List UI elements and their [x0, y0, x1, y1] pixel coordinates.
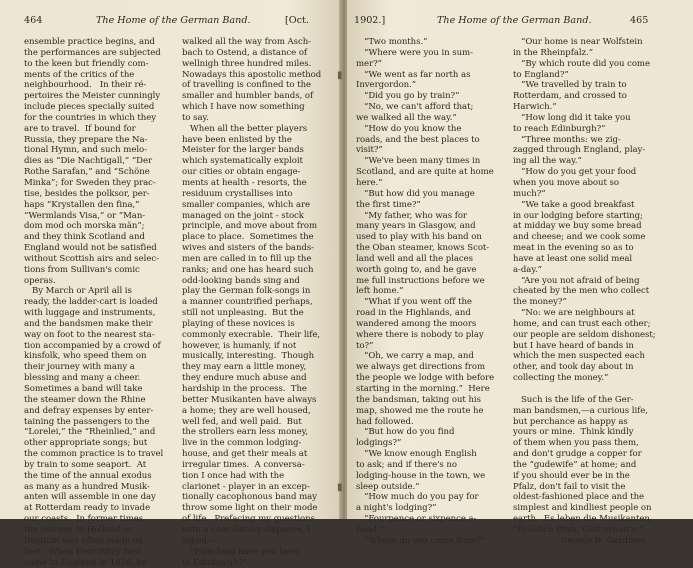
text-line: map, showed me the route he [356, 406, 508, 417]
text-line: to ask; and if there's no [356, 460, 508, 471]
text-line: men are called in to fill up the [182, 254, 338, 265]
text-line: at midday we buy some bread [513, 221, 683, 232]
text-line: and cheese; and we cook some [513, 232, 683, 243]
text-line: where there is nobody to play [356, 330, 508, 341]
text-line: dies as “Die Nachtigall,” “Der [24, 156, 176, 167]
text-line: “Oh, we carry a map, and [356, 351, 508, 362]
text-line: well fed, and well paid. But [182, 417, 338, 428]
text-line: the common practice is to travel [24, 449, 176, 460]
text-line: without Scottish airs and selec- [24, 254, 176, 265]
binding-thread-mark: ▮ [337, 70, 343, 81]
text-line: include pieces specially suited [24, 102, 176, 113]
text-line: Scotland, and are quite at home [356, 167, 508, 178]
text-line: head.” [356, 525, 508, 536]
text-line: and they think Scotland and [24, 232, 176, 243]
text-line: our cities or obtain engage- [182, 167, 338, 178]
text-line: earth. Es leben die Musikanten. [513, 514, 683, 525]
text-line: collecting the money.” [513, 373, 683, 384]
text-line: had followed. [356, 417, 508, 428]
text-line: commonly execrable. Their life, [182, 330, 338, 341]
text-line: tionally cacophonous band may [182, 492, 338, 503]
text-line: here.” [356, 178, 508, 189]
text-line: the strollers earn less money, [182, 427, 338, 438]
text-line: “Lorelei,” the “Rheinlied,” and [24, 427, 176, 438]
left-column-2 [182, 37, 338, 507]
left-page-header [0, 14, 341, 28]
text-line: “Wermlands Visa,” or “Man- [24, 211, 176, 222]
text-line: By March or April all is [24, 286, 176, 297]
binding-thread-mark: ▮ [337, 482, 343, 493]
text-line: “No: we are neighbours at [513, 308, 683, 319]
text-line: Belgium was often made on [24, 536, 176, 547]
text-line: when you move about so [513, 178, 683, 189]
text-line: they endure much abuse and [182, 373, 338, 384]
text-line: “We travelled by train to [513, 80, 683, 91]
text-line: starting in the morning.” Here [356, 384, 508, 395]
text-line: foot. When Herr Ritzy first [24, 547, 176, 558]
text-line: in our lodging before starting; [513, 211, 683, 222]
text-line: but perchance as happy as [513, 417, 683, 428]
text-line: dom mod och morska män”; [24, 221, 176, 232]
text-line: home, and can trust each other; [513, 319, 683, 330]
text-line: play the German folk-songs in [182, 286, 338, 297]
text-line: oldest-fashioned place and the [513, 492, 683, 503]
text-line: tise, besides the polksor, per- [24, 189, 176, 200]
text-line: in the Rheinpfalz.” [513, 48, 683, 59]
text-line: land well and all the places [356, 254, 508, 265]
text-line: came to England in 1856, he [24, 558, 176, 568]
text-line: our people are seldom dishonest; [513, 330, 683, 341]
text-line: and the bandsmen make their [24, 319, 176, 330]
right-column-2 [513, 37, 683, 507]
text-line: hardship in the process. The [182, 384, 338, 395]
text-line: “We take a good breakfast [513, 200, 683, 211]
text-line: but I have heard of bands in [513, 341, 683, 352]
text-line: live in the common lodging- [182, 438, 338, 449]
text-line: the Oban steamer, knows Scot- [356, 243, 508, 254]
text-line: much?” [513, 189, 683, 200]
text-line: if you should ever be in the [513, 471, 683, 482]
text-line: Minka”; for Sweden they prac- [24, 178, 176, 189]
text-line: to?” [356, 341, 508, 352]
text-line: roads, and the best places to [356, 135, 508, 146]
text-line: “Two months.” [356, 37, 508, 48]
text-line: yours or mine. Think kindly [513, 427, 683, 438]
text-line: principle, and move about from [182, 221, 338, 232]
page-number: 464 [24, 14, 42, 28]
text-line: kinsfolk, who speed them on [24, 351, 176, 362]
text-line: musically, interesting. Though [182, 351, 338, 362]
text-line: “Fröhlich Pfalz, Gott erhalt's.” [513, 525, 683, 536]
text-line: to say. [182, 113, 338, 124]
text-line: sleep outside.” [356, 482, 508, 493]
text-line: a manner countrified perhaps, [182, 297, 338, 308]
text-line: man bandsmen,—a curious life, [513, 406, 683, 417]
text-line: “What if you went off the [356, 297, 508, 308]
text-line: ments of the critics of the [24, 70, 176, 81]
text-line: at Rotterdam ready to invade [24, 503, 176, 514]
text-line: our coasts. In former times [24, 514, 176, 525]
text-line: clarionet - player in an excep- [182, 482, 338, 493]
text-line: “Three months: we zig- [513, 135, 683, 146]
text-line: me full instructions before we [356, 276, 508, 287]
text-line: pertoires the Meister cunningly [24, 91, 176, 102]
text-line: asked— [182, 536, 338, 547]
text-line: tion accompanied by a crowd of [24, 341, 176, 352]
text-line: visit?” [356, 145, 508, 156]
text-line: other appropriate songs; but [24, 438, 176, 449]
text-line: the performances are subjected [24, 48, 176, 59]
text-line: taining the passengers to the [24, 417, 176, 428]
text-line: they may earn a little money, [182, 362, 338, 373]
right-column-1 [356, 37, 508, 507]
text-line: left home.” [356, 286, 508, 297]
text-line: Sometimes a band will take [24, 384, 176, 395]
text-line: “How do you get your food [513, 167, 683, 178]
text-line: “How long have you been [182, 547, 338, 558]
text-line: Rotterdam, and crossed to [513, 91, 683, 102]
text-line: ranks; and one has heard such [182, 265, 338, 276]
running-title: The Home of the German Band. [96, 14, 251, 28]
text-line: “We went as far north as [356, 70, 508, 81]
text-line: Harwich.” [513, 102, 683, 113]
text-line: Such is the life of the Ger- [513, 395, 683, 406]
right-page-header [347, 14, 693, 28]
text-line: managed on the joint - stock [182, 211, 338, 222]
right-page [347, 0, 693, 519]
text-line: place to place. Sometimes the [182, 232, 338, 243]
running-year: 1902.] [354, 14, 385, 28]
text-line: in Edinburgh?” [182, 558, 338, 568]
text-line: zagged through England, play- [513, 145, 683, 156]
text-line: which systematically exploit [182, 156, 338, 167]
text-line: Invergordon.” [356, 80, 508, 91]
text-line: mer?” [356, 59, 508, 70]
text-line: house, and get their meals at [182, 449, 338, 460]
text-line: worth going to, and he gave [356, 265, 508, 276]
text-line: smaller and humbler bands, of [182, 91, 338, 102]
text-line: throw some light on their mode [182, 503, 338, 514]
text-line: with a conciliatory sixpence, I [182, 525, 338, 536]
text-line: ensemble practice begins, and [24, 37, 176, 48]
text-line: and defray expenses by enter- [24, 406, 176, 417]
text-line: for the countries in which they [24, 113, 176, 124]
text-line: “Fourpence or sixpence a- [356, 514, 508, 525]
text-line: meat in the evening so as to [513, 243, 683, 254]
text-line: the bandsman, taking out his [356, 395, 508, 406]
text-line: “Where do you come from?” [356, 536, 508, 547]
text-line: “We know enough English [356, 449, 508, 460]
text-line: we walked all the way.” [356, 113, 508, 124]
text-line: of life. Prefacing my questions [182, 514, 338, 525]
text-line: “My father, who was for [356, 211, 508, 222]
text-line: England would not be satisfied [24, 243, 176, 254]
text-line: a night's lodging?” [356, 503, 508, 514]
text-line: used to play with his band on [356, 232, 508, 243]
text-line: with luggage and instruments, [24, 308, 176, 319]
text-line: better Musikanten have always [182, 395, 338, 406]
text-line: the steamer down the Rhine [24, 395, 176, 406]
text-line: still not unpleasing. But the [182, 308, 338, 319]
text-line: a home; they are well housed, [182, 406, 338, 417]
text-line: George B. Gardiner. [513, 536, 683, 547]
text-line: lodgings?” [356, 438, 508, 449]
text-line: tional Hymn, and such melo- [24, 145, 176, 156]
text-line: other, and took day about in [513, 362, 683, 373]
text-line: Russia, they prepare the Na- [24, 135, 176, 146]
text-line: to reach Edinburgh?” [513, 124, 683, 135]
text-line: walked all the way from Asch- [182, 37, 338, 48]
text-line: the money?” [513, 297, 683, 308]
text-line: “Are you not afraid of being [513, 276, 683, 287]
page-number: 465 [630, 14, 648, 28]
text-line: “But how do you find [356, 427, 508, 438]
text-line: as many as a hundred Musik- [24, 482, 176, 493]
text-line: anten will assemble in one day [24, 492, 176, 503]
text-line: tions from Sullivan's comic [24, 265, 176, 276]
text-line: “By which route did you come [513, 59, 683, 70]
text-line: operas. [24, 276, 176, 287]
text-line: Pfalz, don't fail to visit the [513, 482, 683, 493]
text-line: tion I once had with the [182, 471, 338, 482]
text-line: of travelling is confined to the [182, 80, 338, 91]
text-line: wives and sisters of the bands- [182, 243, 338, 254]
text-line: blessing and many a cheer. [24, 373, 176, 384]
text-line: cheated by the men who collect [513, 286, 683, 297]
text-line: neighbourhood. In their ré- [24, 80, 176, 91]
left-page [0, 0, 341, 519]
text-line: Rothe Sarafan,” and “Schöne [24, 167, 176, 178]
text-line: wandered among the moors [356, 319, 508, 330]
text-line: odd-looking bands sing and [182, 276, 338, 287]
text-line: “Our home is near Wolfstein [513, 37, 683, 48]
text-line: “How long did it take you [513, 113, 683, 124]
text-line: have been enlisted by the [182, 135, 338, 146]
text-line: are to travel. If bound for [24, 124, 176, 135]
text-line: irregular times. A conversa- [182, 460, 338, 471]
text-line: ready, the ladder-cart is loaded [24, 297, 176, 308]
text-line: playing of these novices is [182, 319, 338, 330]
text-line: ments at health - resorts, the [182, 178, 338, 189]
running-month: [Oct. [285, 14, 309, 28]
text-line: ing all the way.” [513, 156, 683, 167]
text-line: “But how did you manage [356, 189, 508, 200]
text-line: the people we lodge with before [356, 373, 508, 384]
text-line: “Where were you in sum- [356, 48, 508, 59]
text-line: When all the better players [182, 124, 338, 135]
text-line [513, 384, 683, 395]
running-title: The Home of the German Band. [437, 14, 592, 28]
text-line: road in the Highlands, and [356, 308, 508, 319]
text-line: residuum crystallises into [182, 189, 338, 200]
text-line: smaller companies, which are [182, 200, 338, 211]
left-column-1 [24, 37, 176, 507]
text-line: “No, we can't afford that; [356, 102, 508, 113]
text-line: of them when you pass them, [513, 438, 683, 449]
text-line: “How much do you pay for [356, 492, 508, 503]
text-line: lodging-house in the town, we [356, 471, 508, 482]
text-line: we always get directions from [356, 362, 508, 373]
text-line: the “gudewife” at home; and [513, 460, 683, 471]
text-line: Meister for the larger bands [182, 145, 338, 156]
text-line: simplest and kindliest people on [513, 503, 683, 514]
text-line: Nowadays this apostolic method [182, 70, 338, 81]
text-line: by train to some seaport. At [24, 460, 176, 471]
text-line: bach to Ostend, a distance of [182, 48, 338, 59]
text-line: which the men suspected each [513, 351, 683, 362]
text-line: and don't grudge a copper for [513, 449, 683, 460]
text-line: “How do you know the [356, 124, 508, 135]
text-line: a-day.” [513, 265, 683, 276]
text-line: which I have now something [182, 102, 338, 113]
text-line: way on foot to the nearest sta- [24, 330, 176, 341]
text-line: however, is humanly, if not [182, 341, 338, 352]
text-line: “Did you go by train?” [356, 91, 508, 102]
text-line: many years in Glasgow, and [356, 221, 508, 232]
text-line: the first time?” [356, 200, 508, 211]
text-line: wellnigh three hundred miles. [182, 59, 338, 70]
text-line: the time of the annual exodus [24, 471, 176, 482]
text-line: to the keen but friendly com- [24, 59, 176, 70]
text-line: the journey to Holland or [24, 525, 176, 536]
text-line: “We've been many times in [356, 156, 508, 167]
text-line: their journey with many a [24, 362, 176, 373]
text-line: haps “Krystallen den fina,” [24, 200, 176, 211]
text-line: have at least one solid meal [513, 254, 683, 265]
text-line: to England?” [513, 70, 683, 81]
